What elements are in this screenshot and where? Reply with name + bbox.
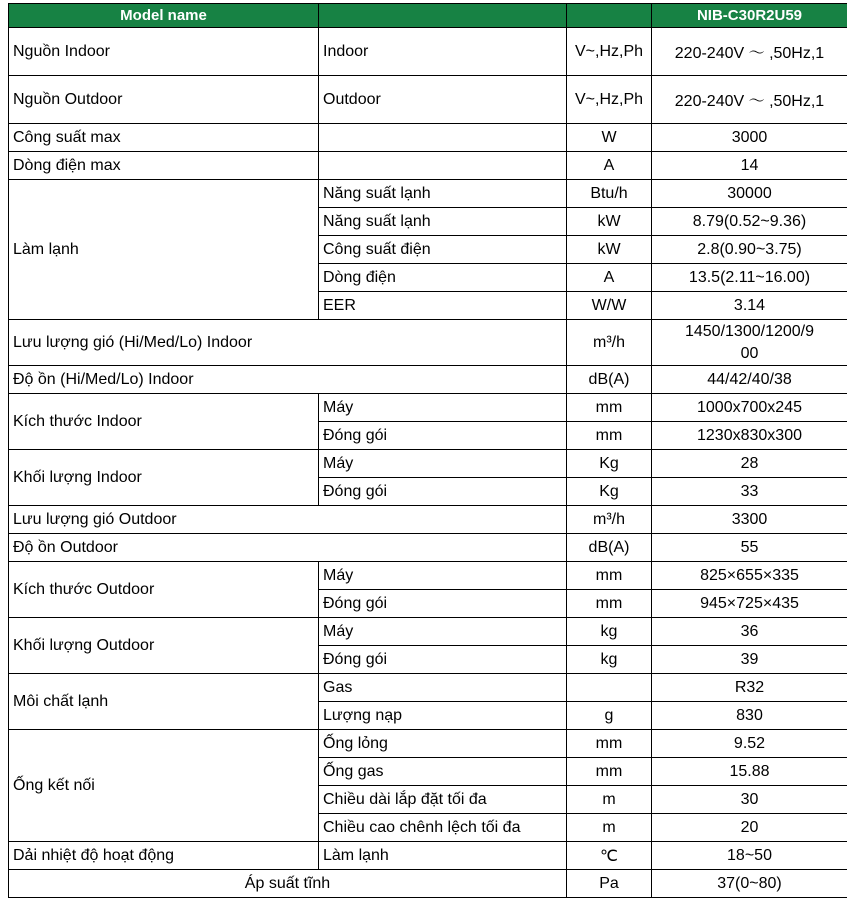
unit-cong-suat-max: W (567, 124, 652, 152)
unit-ong-gas: mm (567, 758, 652, 786)
value-luu-luong-gio-indoor-text: 1450/1300/1200/900 (683, 321, 817, 364)
unit-kich-thuoc-indoor-dong-goi: mm (567, 422, 652, 450)
sub-chieu-dai: Chiều dài lắp đặt tối đa (319, 786, 567, 814)
header-empty-sub (319, 4, 567, 28)
unit-nang-suat-lanh-kw: kW (567, 208, 652, 236)
sub-nang-suat-lanh-btu: Năng suất lạnh (319, 180, 567, 208)
row-kich-thuoc-indoor-may (9, 394, 847, 422)
unit-khoi-luong-outdoor-may: kg (567, 618, 652, 646)
sub-ong-long: Ống lỏng (319, 730, 567, 758)
row-kich-thuoc-outdoor-may (9, 562, 847, 590)
sub-cong-suat-max-empty (319, 124, 567, 152)
value-nguon-outdoor: 220-240V ～ ,50Hz,1 (652, 76, 847, 124)
label-khoi-luong-outdoor-group: Khối lượng Outdoor (9, 618, 319, 674)
label-dong-dien-max: Dòng điện max (9, 152, 319, 180)
label-luu-luong-gio-indoor: Lưu lượng gió (Hi/Med/Lo) Indoor (9, 320, 567, 366)
label-cong-suat-max: Công suất max (9, 124, 319, 152)
row-do-on-outdoor (9, 534, 847, 562)
sub-gas: Gas (319, 674, 567, 702)
value-luong-nap: 830 (652, 702, 847, 730)
row-nguon-indoor (9, 28, 847, 76)
label-do-on-outdoor: Độ ồn Outdoor (9, 534, 567, 562)
value-nang-suat-lanh-btu: 30000 (652, 180, 847, 208)
unit-cong-suat-dien: kW (567, 236, 652, 264)
sub-khoi-luong-indoor-dong-goi: Đóng gói (319, 478, 567, 506)
unit-eer: W/W (567, 292, 652, 320)
value-do-on-outdoor: 55 (652, 534, 847, 562)
unit-gas-empty (567, 674, 652, 702)
unit-ap-suat-tinh: Pa (567, 870, 652, 898)
value-ong-gas: 15.88 (652, 758, 847, 786)
value-chieu-dai: 30 (652, 786, 847, 814)
unit-nguon-outdoor: V~,Hz,Ph (567, 76, 652, 124)
label-ong-ket-noi-group: Ống kết nối (9, 730, 319, 842)
header-row (9, 4, 847, 28)
row-luu-luong-gio-indoor (9, 320, 847, 366)
label-nguon-outdoor: Nguồn Outdoor (9, 76, 319, 124)
sub-khoi-luong-indoor-may: Máy (319, 450, 567, 478)
value-cong-suat-max: 3000 (652, 124, 847, 152)
sub-luong-nap: Lượng nạp (319, 702, 567, 730)
sub-dong-dien: Dòng điện (319, 264, 567, 292)
sub-kich-thuoc-outdoor-dong-goi: Đóng gói (319, 590, 567, 618)
unit-luong-nap: g (567, 702, 652, 730)
value-gas: R32 (652, 674, 847, 702)
sub-dong-dien-max-empty (319, 152, 567, 180)
sub-nguon-indoor: Indoor (319, 28, 567, 76)
spec-table (8, 3, 847, 898)
value-luu-luong-gio-indoor (652, 320, 847, 366)
sub-nguon-outdoor: Outdoor (319, 76, 567, 124)
label-dai-nhiet-do: Dải nhiệt độ hoạt động (9, 842, 319, 870)
value-khoi-luong-outdoor-may: 36 (652, 618, 847, 646)
sub-kich-thuoc-indoor-dong-goi: Đóng gói (319, 422, 567, 450)
value-eer: 3.14 (652, 292, 847, 320)
unit-do-on-indoor: dB(A) (567, 366, 652, 394)
value-kich-thuoc-indoor-may: 1000x700x245 (652, 394, 847, 422)
value-dong-dien-max: 14 (652, 152, 847, 180)
value-ong-long: 9.52 (652, 730, 847, 758)
unit-kich-thuoc-outdoor-may: mm (567, 562, 652, 590)
model-value-header: NIB-C30R2U59 (652, 4, 847, 28)
label-khoi-luong-indoor-group: Khối lượng Indoor (9, 450, 319, 506)
value-kich-thuoc-outdoor-dong-goi: 945×725×435 (652, 590, 847, 618)
row-khoi-luong-indoor-may (9, 450, 847, 478)
sub-eer: EER (319, 292, 567, 320)
model-name-header: Model name (9, 4, 319, 28)
row-do-on-indoor (9, 366, 847, 394)
sub-nang-suat-lanh-kw: Năng suất lạnh (319, 208, 567, 236)
value-kich-thuoc-indoor-dong-goi: 1230x830x300 (652, 422, 847, 450)
sub-khoi-luong-outdoor-may: Máy (319, 618, 567, 646)
unit-nguon-indoor: V~,Hz,Ph (567, 28, 652, 76)
label-luu-luong-gio-outdoor: Lưu lượng gió Outdoor (9, 506, 567, 534)
unit-dong-dien: A (567, 264, 652, 292)
unit-do-on-outdoor: dB(A) (567, 534, 652, 562)
row-ap-suat-tinh (9, 870, 847, 898)
row-cong-suat-max (9, 124, 847, 152)
label-nguon-indoor: Nguồn Indoor (9, 28, 319, 76)
row-dong-dien-max (9, 152, 847, 180)
sub-dai-nhiet-do: Làm lạnh (319, 842, 567, 870)
value-khoi-luong-indoor-dong-goi: 33 (652, 478, 847, 506)
label-do-on-indoor: Độ ồn (Hi/Med/Lo) Indoor (9, 366, 567, 394)
unit-luu-luong-gio-outdoor: m³/h (567, 506, 652, 534)
value-do-on-indoor: 44/42/40/38 (652, 366, 847, 394)
value-nguon-indoor: 220-240V ～ ,50Hz,1 (652, 28, 847, 76)
label-kich-thuoc-outdoor-group: Kích thước Outdoor (9, 562, 319, 618)
row-lam-lanh-btu (9, 180, 847, 208)
row-khoi-luong-outdoor-may (9, 618, 847, 646)
label-kich-thuoc-indoor-group: Kích thước Indoor (9, 394, 319, 450)
row-luu-luong-gio-outdoor (9, 506, 847, 534)
label-moi-chat-lanh-group: Môi chất lạnh (9, 674, 319, 730)
value-kich-thuoc-outdoor-may: 825×655×335 (652, 562, 847, 590)
unit-luu-luong-gio-indoor: m³/h (567, 320, 652, 366)
unit-kich-thuoc-indoor-may: mm (567, 394, 652, 422)
unit-khoi-luong-indoor-may: Kg (567, 450, 652, 478)
row-nguon-outdoor (9, 76, 847, 124)
label-ap-suat-tinh: Áp suất tĩnh (9, 870, 567, 898)
unit-ong-long: mm (567, 730, 652, 758)
row-ong-long (9, 730, 847, 758)
unit-khoi-luong-outdoor-dong-goi: kg (567, 646, 652, 674)
header-empty-unit (567, 4, 652, 28)
value-dong-dien: 13.5(2.11~16.00) (652, 264, 847, 292)
sub-chieu-cao: Chiều cao chênh lệch tối đa (319, 814, 567, 842)
unit-nang-suat-lanh-btu: Btu/h (567, 180, 652, 208)
unit-dong-dien-max: A (567, 152, 652, 180)
value-chieu-cao: 20 (652, 814, 847, 842)
sub-kich-thuoc-indoor-may: Máy (319, 394, 567, 422)
unit-dai-nhiet-do: ℃ (567, 842, 652, 870)
value-cong-suat-dien: 2.8(0.90~3.75) (652, 236, 847, 264)
value-khoi-luong-indoor-may: 28 (652, 450, 847, 478)
row-moi-chat-lanh-gas (9, 674, 847, 702)
sub-ong-gas: Ống gas (319, 758, 567, 786)
value-dai-nhiet-do: 18~50 (652, 842, 847, 870)
unit-chieu-dai: m (567, 786, 652, 814)
unit-khoi-luong-indoor-dong-goi: Kg (567, 478, 652, 506)
value-nang-suat-lanh-kw: 8.79(0.52~9.36) (652, 208, 847, 236)
row-dai-nhiet-do (9, 842, 847, 870)
sub-cong-suat-dien: Công suất điện (319, 236, 567, 264)
value-ap-suat-tinh: 37(0~80) (652, 870, 847, 898)
sub-kich-thuoc-outdoor-may: Máy (319, 562, 567, 590)
value-luu-luong-gio-outdoor: 3300 (652, 506, 847, 534)
unit-chieu-cao: m (567, 814, 652, 842)
value-khoi-luong-outdoor-dong-goi: 39 (652, 646, 847, 674)
sub-khoi-luong-outdoor-dong-goi: Đóng gói (319, 646, 567, 674)
unit-kich-thuoc-outdoor-dong-goi: mm (567, 590, 652, 618)
label-lam-lanh-group: Làm lạnh (9, 180, 319, 320)
